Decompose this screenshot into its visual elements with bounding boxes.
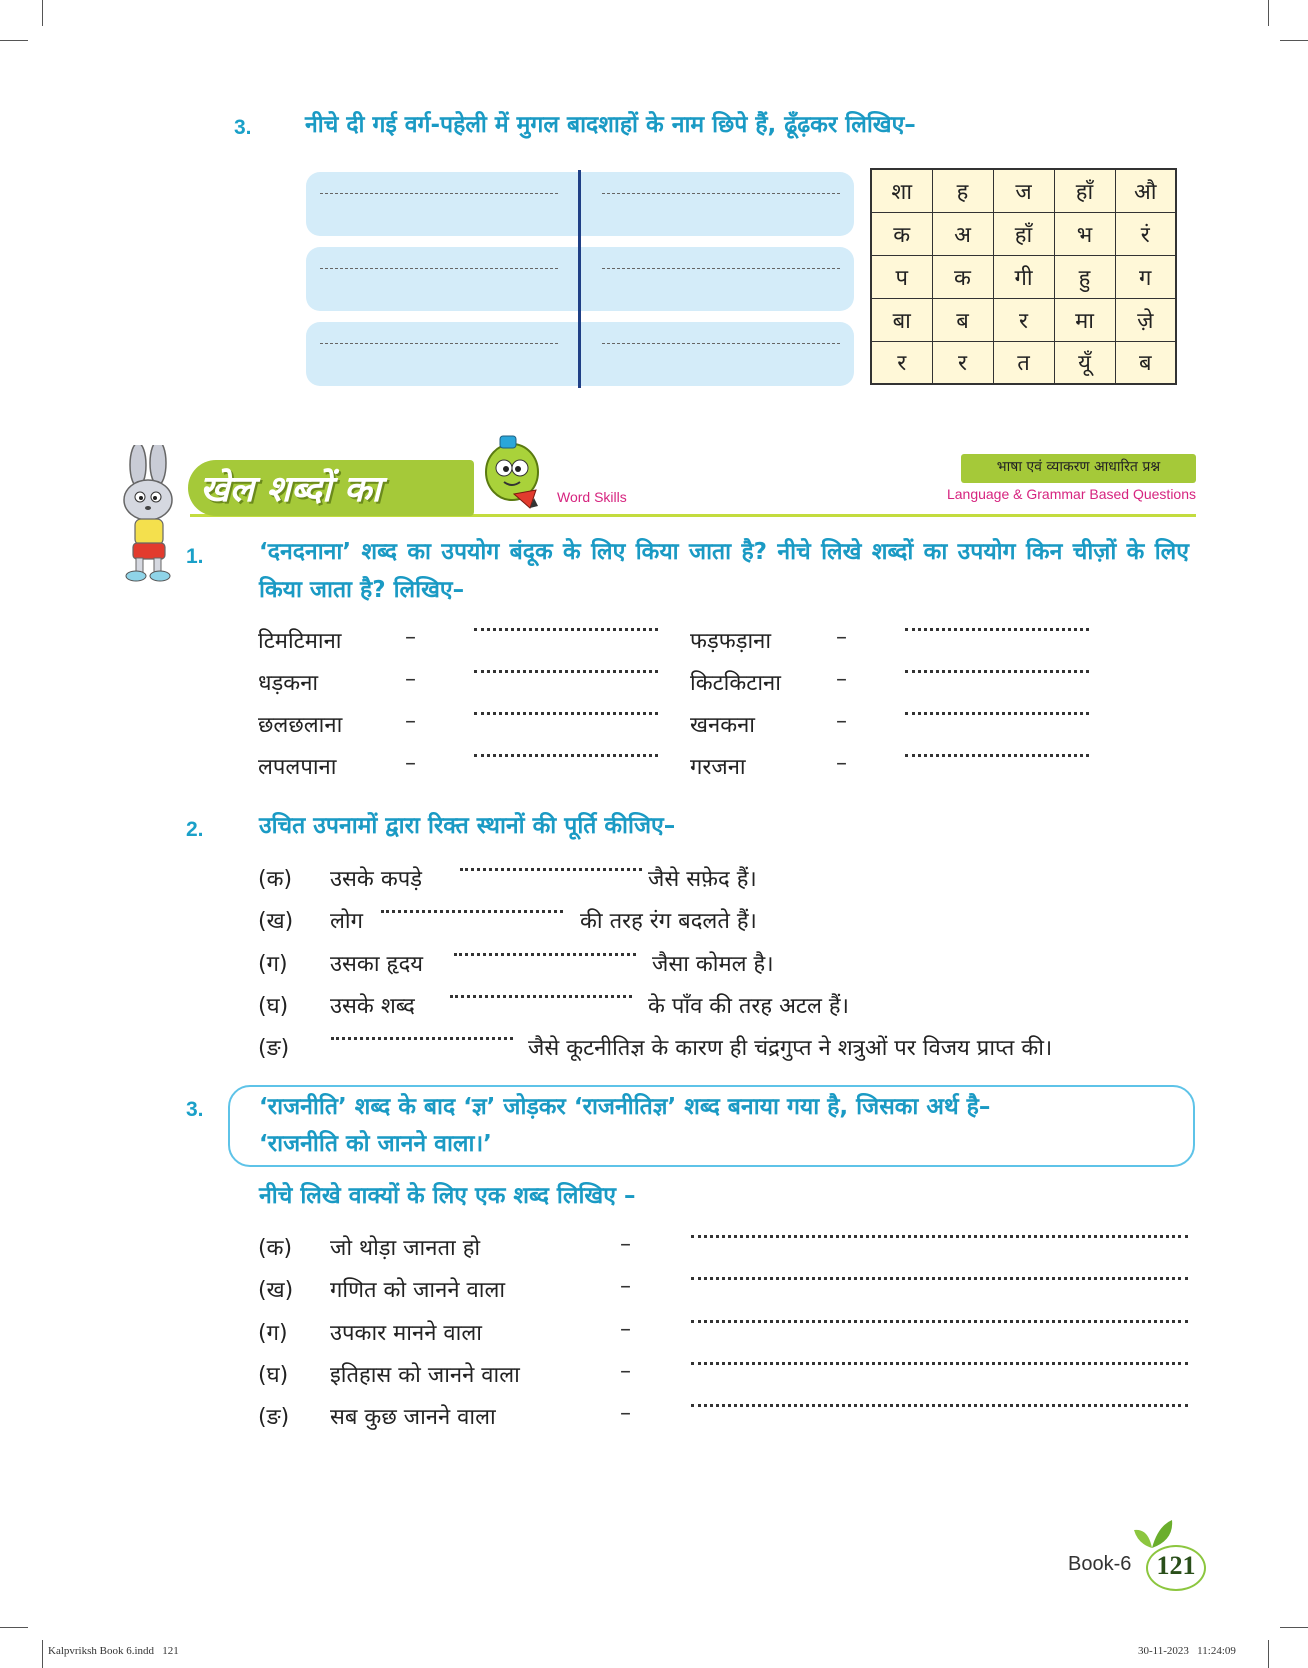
- grid-row: [871, 169, 1176, 212]
- grid-cell: शा: [871, 169, 932, 212]
- answer-blank[interactable]: [691, 1277, 1188, 1280]
- banner-subtitle: Word Skills: [557, 489, 627, 505]
- answer-blank[interactable]: [450, 995, 632, 998]
- answer-line[interactable]: [602, 343, 840, 344]
- crop-mark: [0, 40, 28, 41]
- item-label: (ख): [258, 909, 294, 934]
- crop-mark: [1268, 0, 1269, 26]
- crop-mark: [1280, 1627, 1308, 1628]
- word-item: लपलपाना: [258, 755, 337, 780]
- grid-cell: क: [871, 212, 932, 255]
- item-text: उसके कपड़े: [330, 867, 422, 892]
- grid-cell: मा: [1054, 298, 1115, 341]
- grid-row: [871, 298, 1176, 341]
- item-text: जैसे सफ़ेद हैं।: [648, 867, 757, 892]
- answer-line[interactable]: [320, 193, 558, 194]
- answer-blank[interactable]: [474, 628, 658, 631]
- grid-cell: ज: [993, 169, 1054, 212]
- crop-mark: [42, 0, 43, 26]
- grid-cell: रं: [1115, 212, 1176, 255]
- word-item: टिमटिमाना: [258, 629, 342, 654]
- word-item: खनकना: [690, 713, 756, 738]
- grid-cell: गी: [993, 255, 1054, 298]
- answer-blank[interactable]: [691, 1235, 1188, 1238]
- item-text: जैसे कूटनीतिज्ञ के कारण ही चंद्रगुप्त ने शत्रुओं पर विजय प्राप्त की।: [528, 1036, 1053, 1061]
- item-label: (क): [258, 867, 293, 892]
- item-text: सब कुछ जानने वाला: [330, 1405, 496, 1430]
- answer-blank[interactable]: [905, 754, 1089, 757]
- dash: –: [836, 625, 847, 650]
- item-text: उपकार मानने वाला: [330, 1321, 482, 1346]
- column-divider: [578, 170, 581, 388]
- question-text: ‘दनदनाना’ शब्द का उपयोग बंदूक के लिए किया जाता है? नीचे लिखे शब्दों का उपयोग किन चीज़ों के लिए किया जाता है? लिखिए–: [259, 539, 1189, 603]
- dash: –: [620, 1359, 631, 1384]
- item-label: (क): [258, 1236, 293, 1261]
- dash: –: [620, 1274, 631, 1299]
- grid-cell: भ: [1054, 212, 1115, 255]
- item-text: की तरह रंग बदलते हैं।: [580, 909, 757, 934]
- grid-cell: त: [993, 341, 1054, 384]
- item-label: (ग): [258, 1321, 288, 1346]
- item-label: (ङ): [258, 1036, 290, 1061]
- answer-line[interactable]: [320, 268, 558, 269]
- dash: –: [405, 751, 416, 776]
- grid-cell: र: [932, 341, 993, 384]
- grid-cell: अ: [932, 212, 993, 255]
- answer-blank[interactable]: [905, 712, 1089, 715]
- answer-blank[interactable]: [905, 670, 1089, 673]
- answer-blank[interactable]: [691, 1320, 1188, 1323]
- question-number: 3.: [186, 1098, 204, 1121]
- item-label: (घ): [258, 1363, 289, 1388]
- item-text: उसके शब्द: [330, 994, 415, 1019]
- question-text: उचित उपनामों द्वारा रिक्त स्थानों की पूर्ति कीजिए–: [259, 813, 676, 839]
- answer-blank[interactable]: [460, 868, 642, 871]
- grid-cell: ह: [932, 169, 993, 212]
- dash: –: [405, 625, 416, 650]
- item-text: के पाँव की तरह अटल हैं।: [648, 994, 849, 1019]
- item-text: गणित को जानने वाला: [330, 1278, 506, 1303]
- word-item: छलछलाना: [258, 713, 343, 738]
- grid-cell: हाँ: [993, 212, 1054, 255]
- grid-cell: र: [871, 341, 932, 384]
- category-tag-hindi: भाषा एवं व्याकरण आधारित प्रश्न: [996, 459, 1161, 475]
- question-text: नीचे दी गई वर्ग-पहेली में मुगल बादशाहों के नाम छिपे हैं, ढूँढ़कर लिखिए–: [305, 112, 916, 138]
- grid-cell: क: [932, 255, 993, 298]
- crop-mark: [0, 1627, 28, 1628]
- crop-mark: [42, 1640, 43, 1668]
- answer-blank[interactable]: [691, 1404, 1188, 1407]
- dash: –: [405, 709, 416, 734]
- info-box-line: ‘राजनीति’ शब्द के बाद ‘ज्ञ’ जोड़कर ‘राजनीतिज्ञ’ शब्द बनाया गया है, जिसका अर्थ है–: [259, 1094, 991, 1120]
- grid-cell: प: [871, 255, 932, 298]
- item-text: लोग: [330, 909, 364, 934]
- crop-mark: [1268, 1640, 1269, 1668]
- instruction-text: नीचे लिखे वाक्यों के लिए एक शब्द लिखिए –: [259, 1183, 636, 1209]
- answer-blank[interactable]: [381, 910, 563, 913]
- item-label: (ग): [258, 952, 288, 977]
- grid-cell: हु: [1054, 255, 1115, 298]
- grid-cell: ब: [932, 298, 993, 341]
- item-label: (ख): [258, 1278, 294, 1303]
- grid-cell: र: [993, 298, 1054, 341]
- dash: –: [620, 1232, 631, 1257]
- answer-blank[interactable]: [474, 670, 658, 673]
- grid-cell: ग: [1115, 255, 1176, 298]
- answer-line[interactable]: [602, 268, 840, 269]
- question-number: 1.: [186, 545, 204, 568]
- grid-cell: ब: [1115, 341, 1176, 384]
- grid-row: [871, 255, 1176, 298]
- question-number: 2.: [186, 818, 204, 841]
- dash: –: [836, 751, 847, 776]
- item-text: इतिहास को जानने वाला: [330, 1363, 520, 1388]
- info-box-line: ‘राजनीति को जानने वाला।’: [259, 1131, 492, 1157]
- timestamp: 30-11-2023 11:24:09: [1138, 1645, 1236, 1657]
- answer-blank[interactable]: [905, 628, 1089, 631]
- grid-row: [871, 341, 1176, 384]
- answer-blank[interactable]: [474, 712, 658, 715]
- answer-blank[interactable]: [454, 953, 636, 956]
- grid-cell: यूँ: [1054, 341, 1115, 384]
- item-label: (घ): [258, 994, 289, 1019]
- grid-row: [871, 212, 1176, 255]
- word-item: फड़फड़ाना: [690, 629, 772, 654]
- item-label: (ङ): [258, 1405, 290, 1430]
- answer-line[interactable]: [602, 193, 840, 194]
- book-label: Book-6: [1068, 1553, 1132, 1575]
- grid-cell: औ: [1115, 169, 1176, 212]
- word-search-grid: [870, 168, 1177, 385]
- rabbit-mascot-icon: [108, 445, 198, 585]
- page-number: 121: [1156, 1551, 1196, 1580]
- item-text: उसका हृदय: [330, 952, 424, 977]
- answer-blank[interactable]: [331, 1037, 513, 1040]
- file-info: Kalpvriksh Book 6.indd 121: [48, 1645, 179, 1657]
- dash: –: [620, 1401, 631, 1426]
- grid-cell: बा: [871, 298, 932, 341]
- grid-cell: हाँ: [1054, 169, 1115, 212]
- grid-cell: ज़े: [1115, 298, 1176, 341]
- item-text: जो थोड़ा जानता हो: [330, 1236, 481, 1261]
- answer-blank[interactable]: [474, 754, 658, 757]
- dash: –: [836, 667, 847, 692]
- category-tag-english: Language & Grammar Based Questions: [946, 486, 1196, 502]
- word-item: किटकिटाना: [690, 671, 781, 696]
- answer-line[interactable]: [320, 343, 558, 344]
- word-item: गरजना: [690, 755, 746, 780]
- question-number: 3.: [234, 116, 252, 139]
- dash: –: [620, 1317, 631, 1342]
- word-item: धड़कना: [258, 671, 319, 696]
- answer-blank[interactable]: [691, 1362, 1188, 1365]
- crop-mark: [1280, 40, 1308, 41]
- dash: –: [836, 709, 847, 734]
- item-text: जैसा कोमल है।: [652, 952, 774, 977]
- pencil-mascot-icon: [478, 432, 548, 512]
- banner-title: खेल शब्दों का: [200, 468, 381, 510]
- dash: –: [405, 667, 416, 692]
